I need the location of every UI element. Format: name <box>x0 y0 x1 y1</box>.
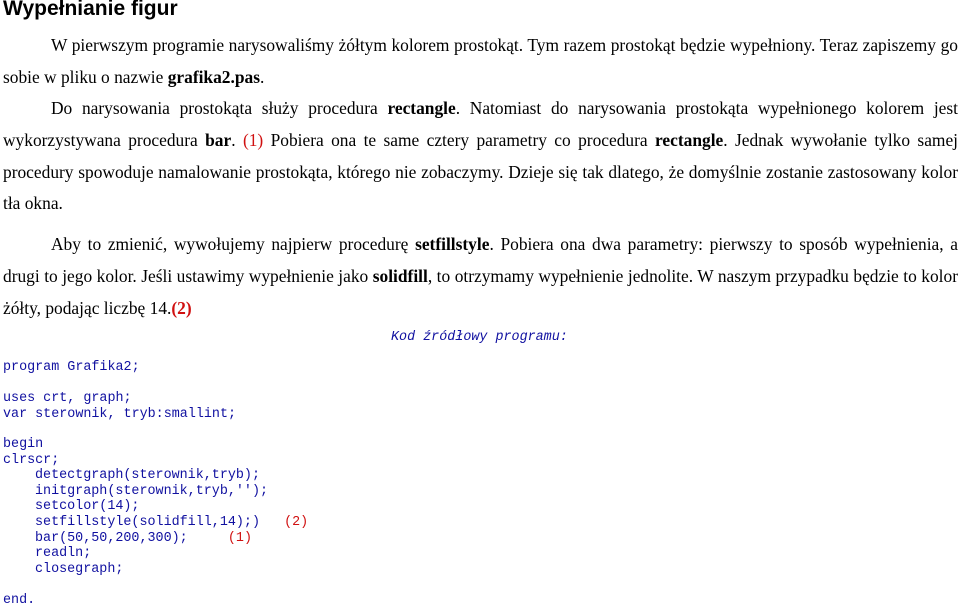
code-block-declarations <box>3 391 236 422</box>
code-line-detectgraph: detectgraph(sterownik,tryb); <box>35 468 260 484</box>
p2-text-3: . <box>231 129 243 150</box>
proc-setfillstyle: setfillstyle <box>415 234 490 254</box>
code-line-readln: readln; <box>35 546 92 562</box>
code-setfillstyle-text: setfillstyle(solidfill,14);) <box>35 514 260 530</box>
code-line-initgraph: initgraph(sterownik,tryb,''); <box>35 483 269 499</box>
code-bar-text: bar(50,50,200,300); <box>35 530 188 546</box>
code-line-clrscr: clrscr; <box>3 452 60 468</box>
p3-text-2: . Pobiera ona dwa parametry: pierwszy to sposób wypełnienia, a drugi to jego kolor. Jeśli ustawimy wypełnienie jako <box>3 234 959 286</box>
paragraph-bar <box>3 93 958 220</box>
code-block-body <box>3 437 308 577</box>
code-ref-1: (1) <box>227 530 252 546</box>
code-line-setfillstyle <box>3 515 308 531</box>
code-line-closegraph: closegraph; <box>35 561 124 577</box>
p2-text-2: . Natomiast do narysowania prostokąta wypełnionego kolorem jest wykorzystywana procedura <box>3 98 958 150</box>
file-name: grafika2.pas <box>167 66 260 87</box>
code-line-var: var sterownik, tryb:smallint; <box>3 406 237 422</box>
code-line-program: program Grafika2; <box>3 360 140 375</box>
ref-2: (2) <box>171 297 192 318</box>
p2-text-5: . Jednak wywołanie tylko samej procedury spowoduje namalowanie prostokąta, którego nie zobaczymy. Dzieje się tak dlatego, że domyślnie zostanie zastosowany kolor tła okna. <box>3 129 958 214</box>
p2-text-4: Pobiera ona te same cztery parametry co procedura <box>263 129 655 150</box>
p1-text-2: . <box>259 66 265 87</box>
page-title: Wypełnianie figur <box>3 0 178 20</box>
ref-1: (1) <box>242 129 264 150</box>
p3-text-3: , to otrzymamy wypełnienie jednolite. W naszym przypadku będzie to kolor żółty, podając liczbę 14. <box>3 265 958 318</box>
proc-rectangle: rectangle <box>387 98 456 118</box>
const-solidfill: solidfill <box>372 265 428 286</box>
code-line-end: end. <box>3 593 36 608</box>
p3-text-1: Aby to zmienić, wywołujemy najpierw procedurę <box>51 234 416 254</box>
code-ref-2: (2) <box>284 514 309 530</box>
code-caption: Kod źródłowy programu: <box>391 330 568 345</box>
proc-bar: bar <box>205 129 232 150</box>
code-line-bar <box>3 531 308 547</box>
code-line-setcolor: setcolor(14); <box>35 499 140 515</box>
proc-rectangle-2: rectangle <box>655 129 724 150</box>
paragraph-setfillstyle <box>3 229 958 324</box>
code-line-begin: begin <box>3 437 44 452</box>
code-line-uses: uses crt, graph; <box>3 391 132 406</box>
paragraph-intro <box>3 30 958 94</box>
p2-text-1: Do narysowania prostokąta służy procedura <box>51 98 388 118</box>
p1-text-1: W pierwszym programie narysowaliśmy żółtym kolorem prostokąt. Tym razem prostokąt będzie wypełniony. Teraz zapiszemy go sobie w pliku o nazwie <box>3 35 958 87</box>
